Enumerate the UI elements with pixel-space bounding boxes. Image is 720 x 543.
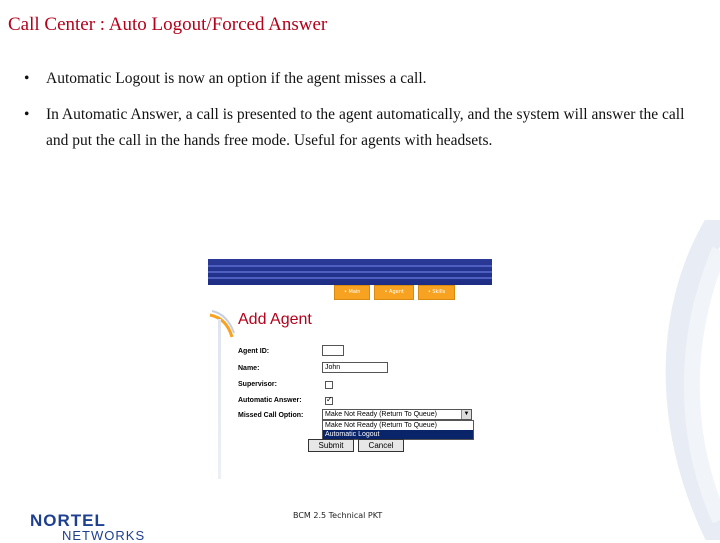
checkmark-icon: ✓ — [326, 395, 333, 404]
chevron-down-icon[interactable]: ▼ — [461, 410, 471, 419]
embedded-screenshot — [208, 259, 492, 479]
agent-id-label: Agent ID: — [238, 348, 270, 355]
submit-button[interactable]: Submit — [308, 439, 354, 452]
bullet-list — [22, 66, 702, 164]
automatic-answer-label: Automatic Answer: — [238, 397, 302, 404]
nav-button-skills[interactable]: • Skills — [418, 285, 455, 300]
bullet-text: In Automatic Answer, a call is presented to the agent automatically, and the system will answer the call and put the call in the hands free mode. Useful for agents with headsets. — [46, 106, 685, 149]
name-input[interactable] — [322, 362, 388, 373]
nav-button-agent[interactable]: • Agent — [374, 285, 413, 300]
cancel-button[interactable]: Cancel — [358, 439, 404, 452]
missed-call-dropdown — [322, 420, 474, 440]
bullet-item — [22, 66, 702, 92]
missed-call-selected-value: Make Not Ready (Return To Queue) — [325, 411, 437, 418]
missed-call-select[interactable] — [322, 409, 472, 420]
swirl-decoration-icon — [208, 309, 238, 349]
form-title: Add Agent — [238, 311, 312, 328]
bullet-dot: • — [24, 70, 30, 87]
screenshot-header-bar — [208, 259, 492, 285]
footer-caption: BCM 2.5 Technical PKT — [293, 511, 383, 520]
left-accent-bar — [218, 319, 221, 479]
bullet-item — [22, 102, 702, 154]
dropdown-option-highlighted[interactable]: Automatic Logout — [323, 430, 473, 439]
nav-button-main[interactable]: • Main — [334, 285, 370, 300]
name-value: John — [325, 364, 341, 371]
supervisor-label: Supervisor: — [238, 381, 277, 388]
name-label: Name: — [238, 365, 260, 372]
logo-line-1: NORTEL — [30, 511, 106, 530]
agent-id-input[interactable] — [322, 345, 344, 356]
missed-call-label: Missed Call Option: — [238, 412, 304, 419]
slide-title: Call Center : Auto Logout/Forced Answer — [8, 14, 328, 35]
decorative-swoosh-icon — [560, 220, 720, 540]
bullet-text: Automatic Logout is now an option if the agent misses a call. — [46, 70, 427, 87]
automatic-answer-checkbox[interactable] — [325, 397, 333, 405]
bullet-dot: • — [24, 106, 30, 123]
dropdown-option[interactable]: Make Not Ready (Return To Queue) — [325, 422, 437, 429]
logo-line-2: NETWORKS — [62, 528, 146, 543]
supervisor-checkbox[interactable] — [325, 381, 333, 389]
screenshot-nav — [208, 285, 492, 301]
nortel-logo — [30, 512, 145, 542]
